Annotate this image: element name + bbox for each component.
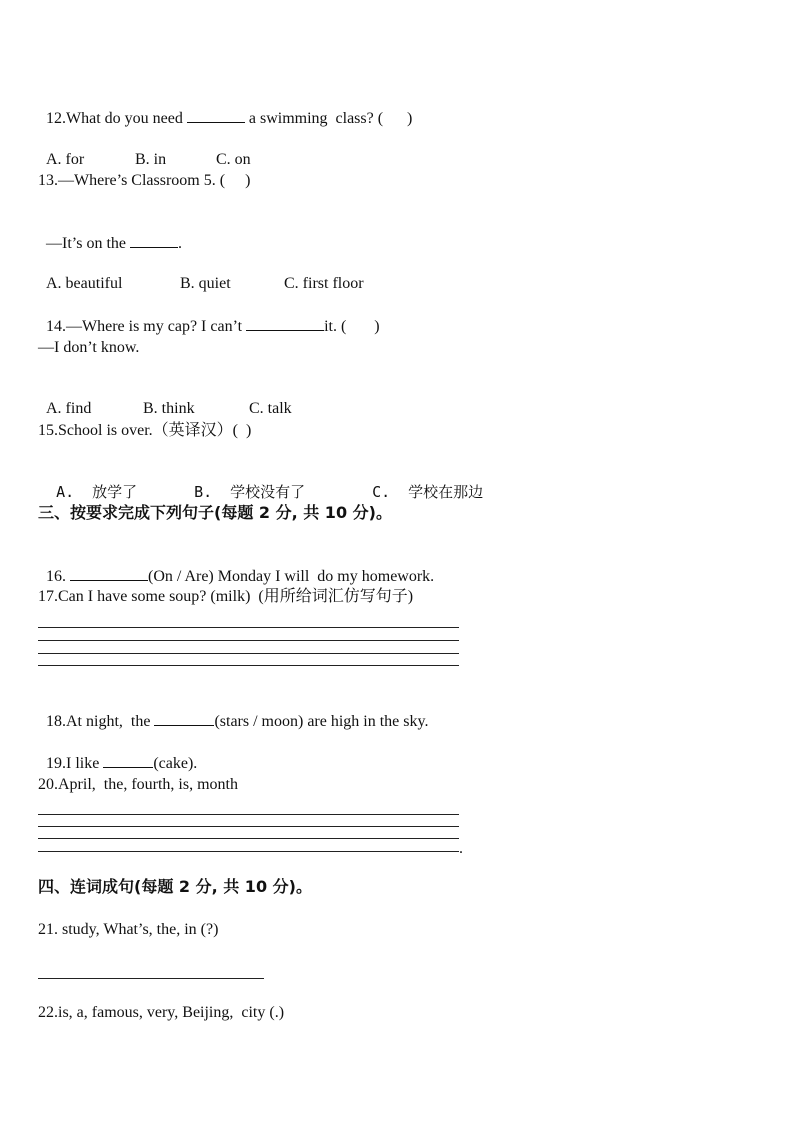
section-4-title: 四、连词成句(每题 2 分, 共 10 分)。 <box>38 877 312 896</box>
q12-option-c[interactable]: C. on <box>216 151 251 168</box>
q13-answer-prefix: —It’s on the <box>46 235 130 252</box>
q18-blank[interactable] <box>154 711 214 726</box>
q17-answer-line-1[interactable] <box>38 627 459 628</box>
q17-answer-line-2[interactable] <box>38 640 459 641</box>
q15-option-c[interactable]: C. 学校在那边 <box>372 483 484 501</box>
q18-prefix: 18.At night, the <box>46 713 155 730</box>
q20-end-mark: . <box>459 840 463 857</box>
q12-blank[interactable] <box>187 108 245 123</box>
section-3-title: 三、按要求完成下列句子(每题 2 分, 共 10 分)。 <box>38 503 392 522</box>
q13-blank[interactable] <box>130 233 178 248</box>
q20-answer-line-2[interactable] <box>38 826 459 827</box>
q14-options <box>38 379 292 419</box>
q14-option-a[interactable]: A. find <box>46 400 92 417</box>
q15-option-b[interactable]: B. 学校没有了 <box>194 483 306 501</box>
q17-answer-line-3[interactable] <box>38 653 459 654</box>
q13-option-b[interactable]: B. quiet <box>180 275 231 292</box>
q15-option-a[interactable]: A. 放学了 <box>56 483 138 501</box>
q14-prefix: 14.—Where is my cap? I can’t <box>46 318 247 335</box>
q16-suffix: (On / Are) Monday I will do my homework. <box>148 568 435 585</box>
question-16 <box>38 546 434 587</box>
question-14 <box>38 296 380 337</box>
q19-prefix: 19.I like <box>46 755 104 772</box>
q13-answer-suffix: . <box>178 235 182 252</box>
question-22: 22.is, a, famous, very, Beijing, city (.) <box>38 1004 285 1021</box>
q14-option-c[interactable]: C. talk <box>249 400 292 417</box>
question-21: 21. study, What’s, the, in (?) <box>38 921 219 938</box>
q15-options <box>38 462 483 502</box>
q12-option-b[interactable]: B. in <box>135 151 167 168</box>
question-13: 13.—Where’s Classroom 5. ( ) <box>38 172 251 189</box>
q12-suffix: a swimming class? ( ) <box>244 110 413 127</box>
q14-blank[interactable] <box>246 316 324 331</box>
q13-option-a[interactable]: A. beautiful <box>46 275 123 292</box>
q14-reply: —I don’t know. <box>38 339 140 356</box>
q20-answer-line-4[interactable] <box>38 851 459 852</box>
question-17: 17.Can I have some soup? (milk) (用所给词汇仿写句子) <box>38 588 414 605</box>
question-12 <box>38 88 412 129</box>
q12-option-a[interactable]: A. for <box>46 151 85 168</box>
q19-blank[interactable] <box>103 753 153 768</box>
q18-suffix: (stars / moon) are high in the sky. <box>214 713 429 730</box>
question-20: 20.April, the, fourth, is, month <box>38 776 238 793</box>
q21-answer-line[interactable] <box>38 978 264 979</box>
q16-prefix: 16. <box>46 568 70 585</box>
q13-options <box>38 254 364 294</box>
q14-option-b[interactable]: B. think <box>143 400 195 417</box>
question-18 <box>38 691 428 732</box>
question-19 <box>38 733 197 774</box>
q16-blank[interactable] <box>70 566 148 581</box>
q19-suffix: (cake). <box>153 755 198 772</box>
q20-answer-line-1[interactable] <box>38 814 459 815</box>
q12-options <box>38 130 251 170</box>
q12-prefix: 12.What do you need <box>46 110 187 127</box>
question-15: 15.School is over.（英译汉）( ) <box>38 422 252 439</box>
q20-answer-line-3[interactable] <box>38 838 459 839</box>
q14-suffix: it. ( ) <box>324 318 380 335</box>
q13-option-c[interactable]: C. first floor <box>284 275 364 292</box>
q13-answer-line <box>38 213 182 254</box>
q17-answer-line-4[interactable] <box>38 665 459 666</box>
